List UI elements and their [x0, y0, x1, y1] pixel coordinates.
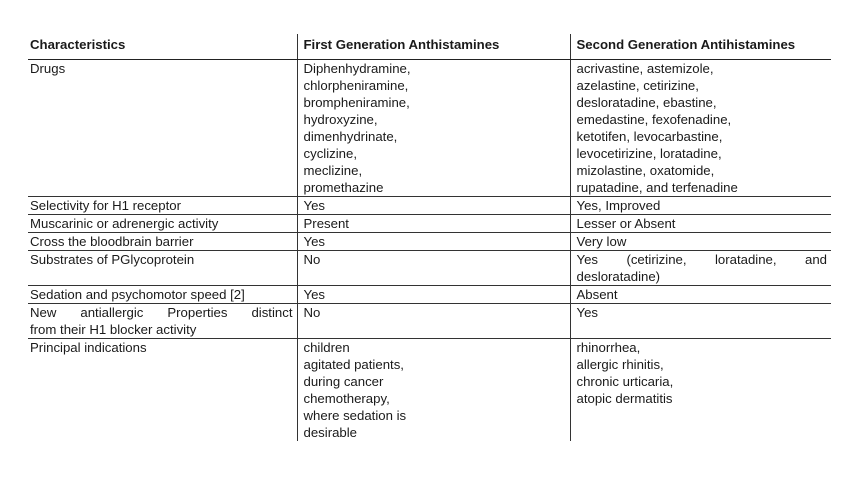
cell-first-generation	[297, 251, 570, 286]
cell-line: desloratadine, ebastine,	[576, 95, 717, 110]
cell-line: Substrates of PGlycoprotein	[30, 252, 195, 267]
cell-line: levocetirizine, loratadine,	[576, 146, 722, 161]
cell-line: Yes (cetirizine, loratadine, and	[576, 252, 827, 267]
cell-line: ketotifen, levocarbastine,	[576, 129, 723, 144]
cell-line: promethazine	[303, 180, 384, 195]
cell-line: allergic rhinitis,	[576, 357, 664, 372]
cell-line: Muscarinic or adrenergic activity	[30, 216, 219, 231]
table-row	[28, 304, 831, 339]
cell-line: Principal indications	[30, 340, 147, 355]
cell-line: from their H1 blocker activity	[30, 322, 197, 337]
cell-first-generation	[297, 339, 570, 442]
cell-line: dimenhydrinate,	[303, 129, 398, 144]
cell-first-generation	[297, 233, 570, 251]
cell-line: desirable	[303, 425, 358, 440]
cell-first-generation	[297, 60, 570, 197]
cell-line: No	[303, 252, 321, 267]
cell-line: meclizine,	[303, 163, 363, 178]
cell-line: Absent	[576, 287, 618, 302]
cell-second-generation	[570, 286, 831, 304]
cell-line: children	[303, 340, 350, 355]
cell-second-generation	[570, 197, 831, 215]
cell-line: Lesser or Absent	[576, 216, 676, 231]
cell-first-generation	[297, 215, 570, 233]
cell-line: Yes, Improved	[576, 198, 661, 213]
header-characteristics: Characteristics	[28, 34, 297, 60]
cell-line: New antiallergic Properties distinct	[30, 305, 293, 320]
table-row	[28, 339, 831, 442]
cell-line: mizolastine, oxatomide,	[576, 163, 715, 178]
cell-characteristic	[28, 339, 297, 442]
cell-line: brompheniramine,	[303, 95, 410, 110]
cell-line: No	[303, 305, 321, 320]
cell-line: emedastine, fexofenadine,	[576, 112, 732, 127]
cell-line: rhinorrhea,	[576, 340, 641, 355]
cell-line: desloratadine)	[576, 269, 661, 284]
table-header-row	[28, 34, 831, 60]
cell-characteristic	[28, 197, 297, 215]
cell-line: acrivastine, astemizole,	[576, 61, 714, 76]
cell-first-generation	[297, 197, 570, 215]
cell-line: Very low	[576, 234, 627, 249]
cell-line: Drugs	[30, 61, 66, 76]
cell-line: chlorpheniramine,	[303, 78, 409, 93]
cell-line: where sedation is	[303, 408, 407, 423]
cell-line: chemotherapy,	[303, 391, 390, 406]
antihistamine-comparison-table	[28, 34, 831, 441]
cell-line: chronic urticaria,	[576, 374, 674, 389]
cell-line: atopic dermatitis	[576, 391, 673, 406]
cell-second-generation	[570, 233, 831, 251]
table-row	[28, 233, 831, 251]
cell-first-generation	[297, 304, 570, 339]
cell-line: Diphenhydramine,	[303, 61, 411, 76]
table-row	[28, 251, 831, 286]
cell-line: cyclizine,	[303, 146, 357, 161]
cell-characteristic	[28, 60, 297, 197]
cell-characteristic	[28, 215, 297, 233]
cell-line: azelastine, cetirizine,	[576, 78, 699, 93]
cell-characteristic	[28, 304, 297, 339]
header-first-generation: First Generation Anthistamines	[297, 34, 570, 60]
header-second-generation: Second Generation Antihistamines	[570, 34, 831, 60]
cell-second-generation	[570, 215, 831, 233]
cell-line: agitated patients,	[303, 357, 404, 372]
cell-line: Yes	[576, 305, 599, 320]
table-row	[28, 197, 831, 215]
cell-first-generation	[297, 286, 570, 304]
cell-line: Selectivity for H1 receptor	[30, 198, 181, 213]
cell-line: rupatadine, and terfenadine	[576, 180, 738, 195]
table-row	[28, 215, 831, 233]
cell-second-generation	[570, 60, 831, 197]
cell-line: Yes	[303, 287, 326, 302]
cell-characteristic	[28, 233, 297, 251]
table-row	[28, 286, 831, 304]
cell-line: hydroxyzine,	[303, 112, 378, 127]
cell-line: Yes	[303, 234, 326, 249]
cell-second-generation	[570, 251, 831, 286]
cell-second-generation	[570, 339, 831, 442]
cell-line: during cancer	[303, 374, 384, 389]
cell-line: Cross the bloodbrain barrier	[30, 234, 194, 249]
cell-line: Present	[303, 216, 349, 231]
table-row	[28, 60, 831, 197]
cell-characteristic	[28, 251, 297, 286]
cell-second-generation	[570, 304, 831, 339]
cell-line: Yes	[303, 198, 326, 213]
cell-characteristic	[28, 286, 297, 304]
cell-line: Sedation and psychomotor speed [2]	[30, 287, 245, 302]
